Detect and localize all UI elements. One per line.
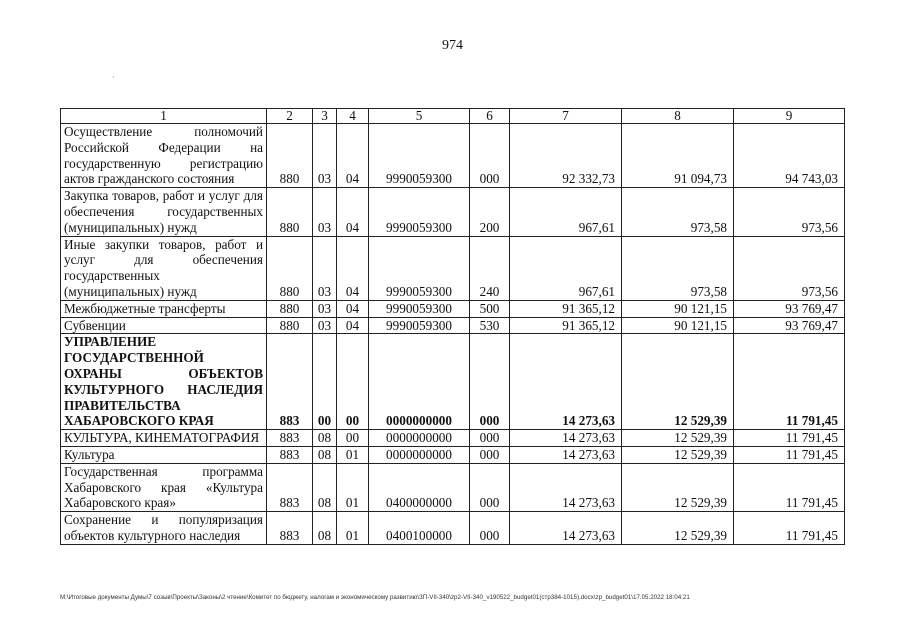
expense-type-cell: 000 — [470, 446, 510, 463]
ministry-code-cell: 883 — [267, 430, 313, 447]
row-name-cell: Сохранение и популяризация объектов культурного наследия — [61, 512, 267, 545]
subsection-code-cell: 00 — [337, 334, 369, 430]
subsection-code-cell: 04 — [337, 317, 369, 334]
header-cell: 9 — [734, 109, 845, 124]
table-row — [61, 236, 845, 300]
subsection-code-cell: 04 — [337, 236, 369, 300]
amount-2023-cell: 12 529,39 — [622, 512, 734, 545]
target-article-cell: 0000000000 — [369, 334, 470, 430]
target-article-cell: 0400000000 — [369, 463, 470, 511]
amount-2022-cell: 14 273,63 — [510, 512, 622, 545]
expense-type-cell: 200 — [470, 188, 510, 236]
ministry-code-cell: 880 — [267, 188, 313, 236]
target-article-cell: 9990059300 — [369, 236, 470, 300]
section-code-cell: 00 — [313, 334, 337, 430]
amount-2024-cell: 93 769,47 — [734, 317, 845, 334]
header-cell: 6 — [470, 109, 510, 124]
amount-2024-cell: 973,56 — [734, 236, 845, 300]
ministry-code-cell: 880 — [267, 317, 313, 334]
table-row — [61, 512, 845, 545]
header-cell: 2 — [267, 109, 313, 124]
amount-2023-cell: 90 121,15 — [622, 317, 734, 334]
ministry-code-cell: 880 — [267, 124, 313, 188]
amount-2022-cell: 92 332,73 — [510, 124, 622, 188]
amount-2022-cell: 91 365,12 — [510, 300, 622, 317]
ministry-code-cell: 880 — [267, 236, 313, 300]
amount-2022-cell: 14 273,63 — [510, 463, 622, 511]
expense-type-cell: 000 — [470, 334, 510, 430]
page-number: 974 — [442, 38, 463, 53]
table-row — [61, 463, 845, 511]
row-name-cell: УПРАВЛЕНИЕ ГОСУДАРСТВЕННОЙ ОХРАНЫ ОБЪЕКТОВ КУЛЬТУРНОГО НАСЛЕДИЯ ПРАВИТЕЛЬСТВА ХАБАРОВСКОГО КРАЯ — [61, 334, 267, 430]
section-code-cell: 03 — [313, 317, 337, 334]
amount-2023-cell: 12 529,39 — [622, 430, 734, 447]
amount-2022-cell: 967,61 — [510, 236, 622, 300]
expense-type-cell: 000 — [470, 124, 510, 188]
ministry-code-cell: 883 — [267, 512, 313, 545]
table-row — [61, 317, 845, 334]
target-article-cell: 0000000000 — [369, 446, 470, 463]
amount-2024-cell: 11 791,45 — [734, 463, 845, 511]
target-article-cell: 9990059300 — [369, 317, 470, 334]
ministry-code-cell: 883 — [267, 334, 313, 430]
expense-type-cell: 000 — [470, 512, 510, 545]
section-code-cell: 03 — [313, 124, 337, 188]
subsection-code-cell: 04 — [337, 300, 369, 317]
amount-2023-cell: 973,58 — [622, 188, 734, 236]
row-name-cell: Закупка товаров, работ и услуг для обеспечения государственных (муниципальных) нужд — [61, 188, 267, 236]
subsection-code-cell: 01 — [337, 463, 369, 511]
amount-2022-cell: 14 273,63 — [510, 334, 622, 430]
target-article-cell: 0400100000 — [369, 512, 470, 545]
target-article-cell: 9990059300 — [369, 188, 470, 236]
table-header-row — [61, 109, 845, 124]
expense-type-cell: 240 — [470, 236, 510, 300]
expense-type-cell: 000 — [470, 463, 510, 511]
row-name-cell: Осуществление полномочий Российской Федерации на государственную регистрацию актов гражданского состояния — [61, 124, 267, 188]
table-row — [61, 300, 845, 317]
header-cell: 8 — [622, 109, 734, 124]
amount-2023-cell: 12 529,39 — [622, 446, 734, 463]
row-name-cell: Межбюджетные трансферты — [61, 300, 267, 317]
scan-speck: · — [112, 73, 115, 82]
document-path-footer: M:\Итоговые документы Думы\7 созыв\Проекты\Законы\2 чтение\Комитет по бюджету, налогам и экономическому развитию\ЗП-VII-340\zp2-VII-340_v190522_budget01(стр384-1015).docx\zp_budget01\17.05.2022 18:04:21 — [60, 594, 690, 601]
expense-type-cell: 000 — [470, 430, 510, 447]
subsection-code-cell: 04 — [337, 124, 369, 188]
header-cell: 1 — [61, 109, 267, 124]
header-cell: 5 — [369, 109, 470, 124]
header-cell: 4 — [337, 109, 369, 124]
amount-2024-cell: 973,56 — [734, 188, 845, 236]
amount-2023-cell: 12 529,39 — [622, 334, 734, 430]
amount-2024-cell: 11 791,45 — [734, 512, 845, 545]
row-name-cell: Субвенции — [61, 317, 267, 334]
amount-2022-cell: 967,61 — [510, 188, 622, 236]
amount-2022-cell: 91 365,12 — [510, 317, 622, 334]
row-name-cell: Государственная программа Хабаровского края «Культура Хабаровского края» — [61, 463, 267, 511]
amount-2022-cell: 14 273,63 — [510, 430, 622, 447]
amount-2024-cell: 93 769,47 — [734, 300, 845, 317]
amount-2024-cell: 11 791,45 — [734, 430, 845, 447]
table-row — [61, 188, 845, 236]
section-code-cell: 08 — [313, 446, 337, 463]
amount-2024-cell: 11 791,45 — [734, 334, 845, 430]
amount-2024-cell: 11 791,45 — [734, 446, 845, 463]
header-cell: 3 — [313, 109, 337, 124]
ministry-code-cell: 883 — [267, 463, 313, 511]
table-row — [61, 430, 845, 447]
budget-table — [60, 108, 845, 545]
table-row — [61, 124, 845, 188]
table-row — [61, 334, 845, 430]
amount-2023-cell: 12 529,39 — [622, 463, 734, 511]
section-code-cell: 03 — [313, 300, 337, 317]
amount-2022-cell: 14 273,63 — [510, 446, 622, 463]
ministry-code-cell: 883 — [267, 446, 313, 463]
section-code-cell: 03 — [313, 236, 337, 300]
expense-type-cell: 530 — [470, 317, 510, 334]
subsection-code-cell: 04 — [337, 188, 369, 236]
section-code-cell: 08 — [313, 512, 337, 545]
amount-2024-cell: 94 743,03 — [734, 124, 845, 188]
section-code-cell: 08 — [313, 463, 337, 511]
expense-type-cell: 500 — [470, 300, 510, 317]
ministry-code-cell: 880 — [267, 300, 313, 317]
table-row — [61, 446, 845, 463]
target-article-cell: 9990059300 — [369, 124, 470, 188]
header-cell: 7 — [510, 109, 622, 124]
amount-2023-cell: 90 121,15 — [622, 300, 734, 317]
subsection-code-cell: 01 — [337, 446, 369, 463]
row-name-cell: Культура — [61, 446, 267, 463]
subsection-code-cell: 01 — [337, 512, 369, 545]
target-article-cell: 9990059300 — [369, 300, 470, 317]
target-article-cell: 0000000000 — [369, 430, 470, 447]
row-name-cell: КУЛЬТУРА, КИНЕМАТОГРАФИЯ — [61, 430, 267, 447]
amount-2023-cell: 973,58 — [622, 236, 734, 300]
section-code-cell: 08 — [313, 430, 337, 447]
amount-2023-cell: 91 094,73 — [622, 124, 734, 188]
subsection-code-cell: 00 — [337, 430, 369, 447]
row-name-cell: Иные закупки товаров, работ и услуг для обеспечения государственных (муниципальных) нужд — [61, 236, 267, 300]
section-code-cell: 03 — [313, 188, 337, 236]
